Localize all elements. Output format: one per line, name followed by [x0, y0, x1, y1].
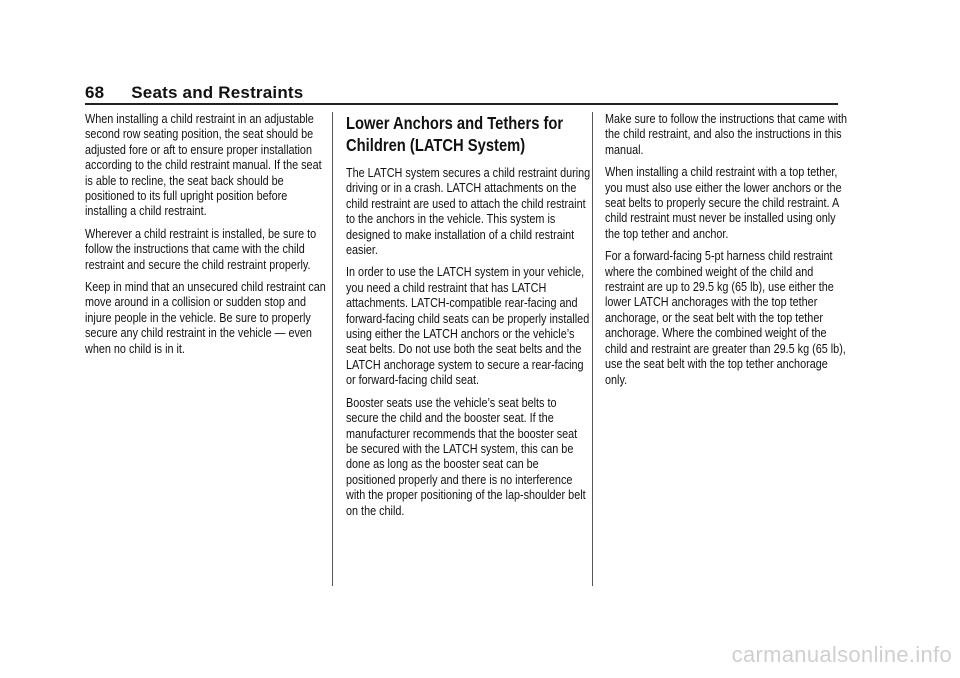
- paragraph: Make sure to follow the instructions that came with the child restraint, and also the instructions in this manual.: [605, 112, 847, 157]
- paragraph: Wherever a child restraint is installed, be sure to follow the instructions that came with the child restraint and secure the child restraint properly.: [85, 226, 317, 272]
- paragraph: The LATCH system secures a child restraint during driving or in a crash. LATCH attachments on the child restraint are used to attach the child restraint to the anchors in the vehicle. This system is designed to make installation of a child restraint easier.: [346, 166, 591, 258]
- paragraph: When installing a child restraint in an adjustable second row seating position, the seat should be adjusted fore or aft to ensure proper installation according to the child restraint manual. If the seat is able to recline, the seat back should be positioned to its full upright position before installing a child restraint.: [85, 112, 322, 219]
- section-name: Seats and Restraints: [131, 83, 304, 102]
- watermark: carmanualsonline.info: [731, 642, 952, 667]
- page-header: [85, 83, 303, 103]
- paragraph: Booster seats use the vehicle’s seat belts to secure the child and the booster seat. If the manufacturer recommends that the booster seat be secured with the LATCH system, this can be done as long as the booster seat can be positioned properly and there is no interference with the proper positioning of the lap-shoulder belt on the child.: [346, 395, 586, 518]
- header-rule: [85, 103, 838, 105]
- column-3: [605, 112, 849, 395]
- column-1: [85, 112, 329, 364]
- paragraph: For a forward-facing 5-pt harness child restraint where the combined weight of the child and restraint are up to 29.5 kg (65 lb), use either the lower LATCH anchorages with the top tether anchorage, or the seat belt with the top tether anchorage. Where the combined weight of the child and restraint are greater than 29.5 kg (65 lb), use the seat belt with the top tether anchorage only.: [605, 249, 846, 387]
- column-divider: [592, 112, 593, 586]
- paragraph: Keep in mind that an unsecured child restraint can move around in a collision or sudden stop and injure people in the vehicle. Be sure to properly secure any child restraint in the vehicle — even when no child is in it.: [85, 280, 326, 356]
- section-title: Lower Anchors and Tethers for Children (LATCH System): [346, 113, 564, 155]
- paragraph: In order to use the LATCH system in your vehicle, you need a child restraint that has LATCH attachments. LATCH-compatible rear-facing and forward-facing child seats can be properly installed using either the LATCH anchors or the vehicle’s seat belts. Do not use both the seat belts and the LATCH anchorage system to secure a rear-facing or forward-facing child seat.: [346, 265, 590, 388]
- page-number: 68: [85, 83, 105, 102]
- column-2: [346, 112, 590, 526]
- column-divider: [332, 112, 333, 586]
- paragraph: When installing a child restraint with a top tether, you must also use either the lower anchors or the seat belts to properly secure the child restraint. A child restraint must never be installed using only the top tether and anchor.: [605, 165, 842, 241]
